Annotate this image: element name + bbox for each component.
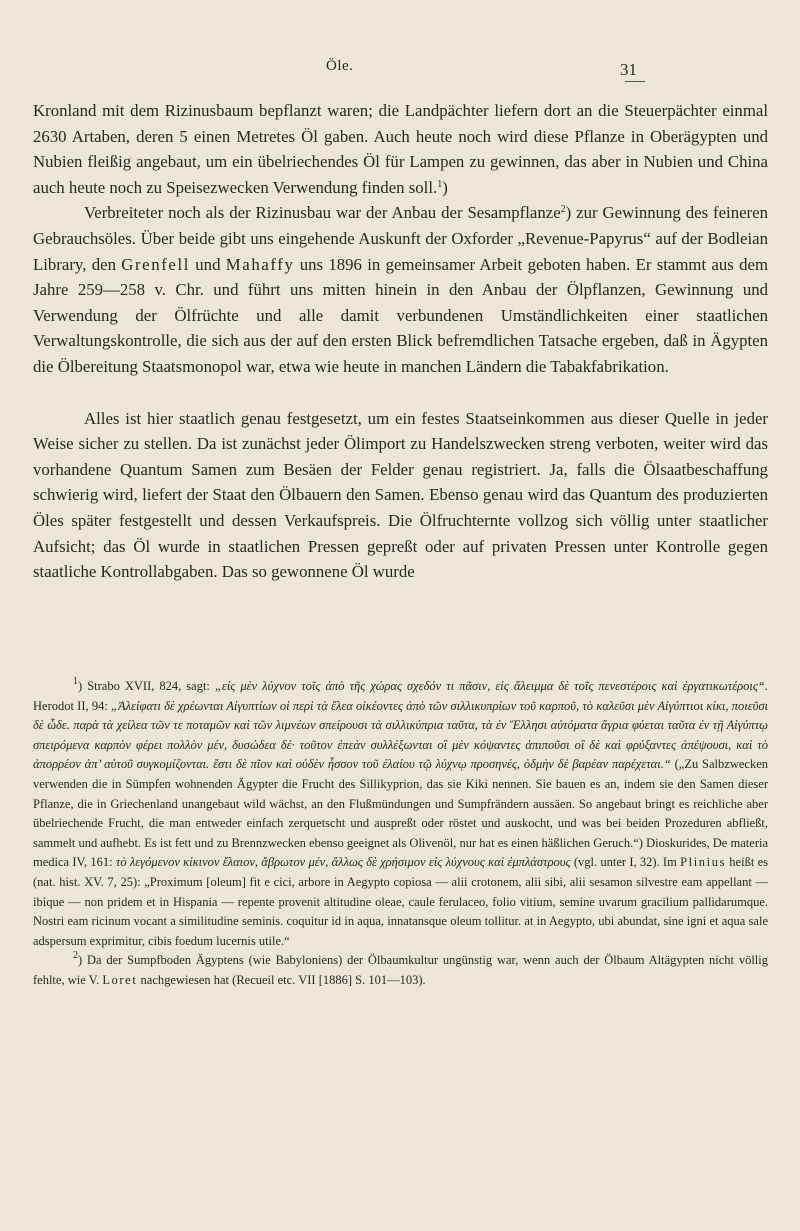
footnote-1-greek-herodot: „Ἀλείφατι δὲ χρέωνται Αἰγυπτίων οἱ περὶ τὰ ἕλεα οἰκέοντες ἀπὸ τῶν σιλλικυπρίων τοῦ καρποῦ, τὸ καλεῦσι μὲν Αἰγύπτιοι κίκι, ποιεῦσι δὲ ὧδε. παρὰ τὰ χείλεα τῶν τε ποταμῶν καὶ τῶν λιμνέων σπείρουσι τὰ σιλλικύπρια ταῦτα, τὰ ἐν Ἕλλησι αὐτόματα ἄγρια φύεται ταῦτα ἐν τῇ Αἰγύπτῳ σπειρόμενα καρπὸν φέρει πολλὸν μέν, δυσώδεα δέ· τοῦτον ἐπεὰν συλλέξωνται οἳ μὲν κόψαντες ἀπιποῦσι οἳ δὲ καὶ φρύξαντες ἀπέψουσι, καὶ τὸ ἀπορρέον ἀπ’ αὐτοῦ συγκομίζονται. ἔστι δὲ πῖον καὶ οὐδὲν ἧσσον τοῦ ἐλαίου τῷ λύχνῳ προσηνές, ὀδμὴν δὲ βαρέαν παρέχεται.“ — [33, 698, 769, 772]
footnote-ref-1: 1 — [437, 178, 443, 190]
body-text — [33, 98, 768, 585]
footnote-ref-2: 2 — [560, 204, 566, 216]
paragraph-2: Verbreiteter noch als der Rizinusbau war der Anbau der Sesampflanze$^2$) zur Gewinnung des feineren Gebrauchsöles. Über beide gibt uns eingehende Auskunft der Oxforder „Revenue-Papyrus“ auf der Bodleian Library, den Grenfell und Mahaffy uns 1896 in gemeinsamer Arbeit geboten haben. Er stammt aus dem Jahre 259—258 v. Chr. und führt uns mitten hinein in den Anbau der Ölpflanzen, Gewinnung und Verwendung der Ölfrüchte und alle damit verbundenen Umständlichkeiten einer staatlichen Verwaltungskontrolle, die sich aus der auf den ersten Blick befremdlichen Tatsache ergeben, daß in Ägypten die Ölbereitung Staatsmonopol war, etwa wie heute in manchen Ländern die Tabakfabrikation. — [33, 203, 768, 376]
footnote-1-greek-strabo: „εἰς μὲν λύχνον τοῖς ἀπὸ τῆς χώρας σχεδόν τι πᾶσιν, εἰς ἄλειμμα δὲ τοῖς πενεστέροις καὶ ἐργατικωτέροις“. — [214, 679, 768, 693]
author-grenfell: Grenfell — [121, 254, 190, 274]
paragraph-2-text-b: zur Gewinnung des feineren Gebrauchsöles. Über beide gibt uns eingehende Auskunft der Oxforder „Revenue-Papyrus“ auf der Bodleian Library, den — [33, 203, 768, 274]
footnote-1 — [33, 677, 768, 951]
footnote-1-text-c: („Zu Salbzwecken verwenden die in Sümpfen wohnenden Ägypter die Frucht des Sillikyprion, das sie Kiki nennen. Sie bauen es an, indem sie den Samen dieser Pflanze, die in Griechenland unangebaut wild wächst, an den Flußmündungen und Sumpfrändern aussäen. So angebaut bringt es reichliche aber übelriechende Frucht, die man entweder einfach zerquetscht und auspreßt oder röstet und auskocht, und was bei beiden Prozeduren abfließt, sammelt und aufhebt. Es ist fett und zu Brennzwecken ebenso geeignet als Olivenöl, nur hat es einen häßlichen Geruch.“) Dioskurides, De materia medica IV, 161: — [33, 757, 769, 870]
author-mahaffy: Mahaffy — [225, 254, 295, 274]
page-number-rule — [625, 81, 645, 82]
footnote-1-text-e: heißt es (nat. hist. XV. 7, 25): „Proximum [oleum] fit e cici, arbore in Aegypto copiosa — alii crotonem, alii sibi, alii sesamon silvestre eam appellant — ibique — non pridem et in Hispania — repente provenit altitudine oleae, caule ferulaceo, folio vitium, semine uvarum gracilium pallidarumque. Nostri eam ricinum vocant a similitudine seminis. coquitur id in aqua, innatansque oleum tollitur. at in Aegypto, ubi abundat, sine igni et aqua sale adspersum exprimitur, cibis foedum lucernis utile.“ — [33, 855, 768, 948]
paragraph-3: Alles ist hier staatlich genau festgesetzt, um ein festes Staatseinkommen aus dieser Quelle in jeder Weise sicher zu stellen. Da ist zunächst jeder Ölimport zu Handelszwecken streng verboten, weiter wird das vorhandene Quantum Samen zum Besäen der Felder genau registriert. Ja, falls die Ölsaatbeschaffung schwierig wird, liefert der Staat den Ölbauern den Samen. Ebenso genau wird das Quantum des produzierten Öles später festgestellt und dessen Verkaufspreis. Die Ölfruchternte vollzog sich völlig unter staatlicher Aufsicht; das Öl wurde in staatlichen Pressen gepreßt oder auf privaten Pressen unter Kontrolle gegen staatliche Kontrollabgaben. Das so gewonnene Öl wurde — [33, 408, 768, 582]
footnote-1-text-a: ) Strabo XVII, 824, sagt: — [78, 679, 215, 693]
footnote-2-mark: 2 — [73, 950, 78, 962]
footnote-1-text-b: Herodot II, 94: — [33, 698, 112, 713]
footnote-1-text-d: (vgl. unter I, 32). Im — [570, 855, 681, 870]
running-title: Öle. — [326, 58, 354, 74]
running-head — [0, 58, 800, 82]
footnote-1-mark: 1 — [73, 676, 78, 687]
footnote-1-greek-dioskurides: τὸ λεγόμενον κίκινον ἔλαιον, ἄβρωτον μέν, ἄλλως δὲ χρήσιμον εἰς λύχνους καὶ ἐμπλάστρους — [115, 855, 571, 870]
paragraph-2-text-c: und — [189, 254, 226, 274]
paragraph-2-text-d: uns 1896 in gemeinsamer Arbeit geboten haben. Er stammt aus dem Jahre 259—258 v. Chr. und führt uns mitten hinein in den Anbau der Ölpflanzen, Gewinnung und Verwendung der Ölfrüchte und alle damit verbundenen Umständlichkeiten einer staatlichen Verwaltungskontrolle, die sich aus der auf den ersten Blick befremdlichen Tatsache ergeben, daß in Ägypten die Ölbereitung Staatsmonopol war, etwa wie heute in manchen Ländern die Tabakfabrikation. — [33, 254, 768, 376]
page-number: 31 — [620, 60, 637, 79]
footnote-2 — [33, 951, 768, 990]
footnotes — [33, 677, 768, 991]
footnote-2-text-a: ) Da der Sumpfboden Ägyptens (wie Babyloniens) der Ölbaumkultur ungünstig war, wenn auch der Ölbaum Altägypten nicht völlig fehlte, wie V. — [33, 953, 768, 987]
footnote-2-text-b: nachgewiesen hat (Recueil etc. VII [1886] S. 101—103). — [137, 972, 426, 987]
author-loret: Loret — [102, 972, 138, 987]
author-plinius: Plinius — [680, 855, 727, 870]
paragraph-1-text: Kronland mit dem Rizinusbaum bepflanzt waren; die Landpächter liefern dort an die Steuerpächter einmal 2630 Artaben, deren 5 einen Metretes Öl gaben. Auch heute noch wird diese Pflanze in Oberägypten und Nubien fleißig angebaut, um ein übelriechendes Öl für Lampen zu gewinnen, das aber in Nubien und China auch heute noch zu Speisezwecken Verwendung finden soll. — [33, 101, 768, 197]
paragraph-1: Kronland mit dem Rizinusbaum bepflanzt waren; die Landpächter liefern dort an die Steuerpächter einmal 2630 Artaben, deren 5 einen Metretes Öl gaben. Auch heute noch wird diese Pflanze in Oberägypten und Nubien fleißig angebaut, um ein übelriechendes Öl für Lampen zu gewinnen, das aber in Nubien und China auch heute noch zu Speisezwecken Verwendung finden soll.$^1$) — [33, 101, 768, 197]
paragraph-2-text-a: Verbreiteter noch als der Rizinusbau war der Anbau der Sesampflanze — [84, 203, 561, 223]
